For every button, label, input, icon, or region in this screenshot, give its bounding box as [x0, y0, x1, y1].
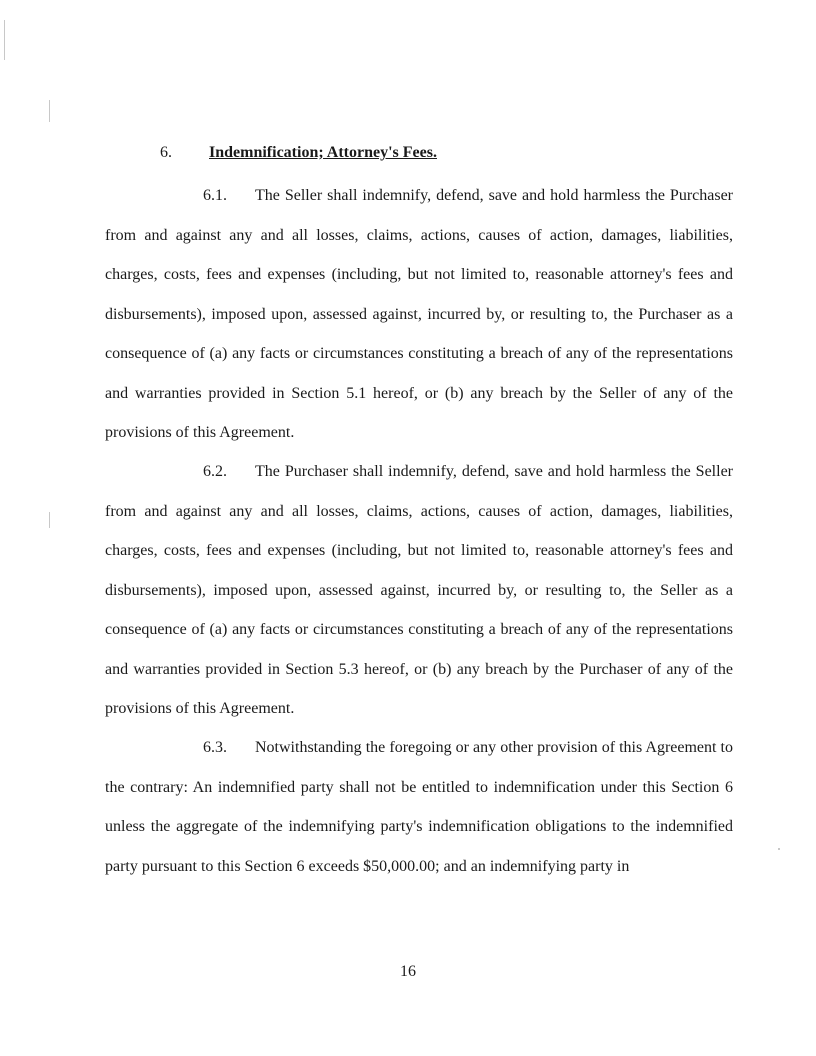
- paragraph-text: The Seller shall indemnify, defend, save and hold harmless the Purchaser from and against any and all losses, claims, actions, causes of action, damages, liabilities, charges, costs, fees and expenses (including, but not limited to, reasonable attorney's fees and disbursements), imposed upon, assessed against, incurred by, or resulting to, the Purchaser as a consequence of (a) any facts or circumstances constituting a breach of any of the representations and warranties provided in Section 5.1 hereof, or (b) any breach by the Seller of any of the provisions of this Agreement.: [105, 187, 733, 441]
- scan-mark-right-dot: [778, 848, 780, 850]
- scan-mark-left-mid: [49, 512, 50, 528]
- section-title: Indemnification; Attorney's Fees.: [209, 144, 437, 161]
- paragraph-6-3: [105, 728, 733, 886]
- paragraph-number: 6.1.: [203, 187, 227, 204]
- section-number: 6.: [160, 144, 172, 161]
- page-number: 16: [400, 963, 416, 980]
- paragraph-6-1: [105, 176, 733, 453]
- scan-mark-left-top: [4, 20, 5, 60]
- scan-mark-left-upper: [49, 100, 50, 122]
- paragraph-text: The Purchaser shall indemnify, defend, save and hold harmless the Seller from and against any and all losses, claims, actions, causes of action, damages, liabilities, charges, costs, fees and expenses (including, but not limited to, reasonable attorney's fees and disbursements), imposed upon, assessed against, incurred by, or resulting to, the Seller as a consequence of (a) any facts or circumstances constituting a breach of any of the representations and warranties provided in Section 5.3 hereof, or (b) any breach by the Purchaser of any of the provisions of this Agreement.: [105, 463, 733, 717]
- section-heading: [160, 142, 437, 164]
- paragraph-text: Notwithstanding the foregoing or any other provision of this Agreement to the contrary: An indemnified party shall not be entitled to indemnification under this Section 6 unless the aggregate of the indemnifying party's indemnification obligations to the indemnified party pursuant to this Section 6 exceeds $50,000.00; and an indemnifying party in: [105, 739, 733, 875]
- paragraph-number: 6.3.: [203, 739, 227, 756]
- paragraph-6-2: [105, 452, 733, 729]
- paragraph-number: 6.2.: [203, 463, 227, 480]
